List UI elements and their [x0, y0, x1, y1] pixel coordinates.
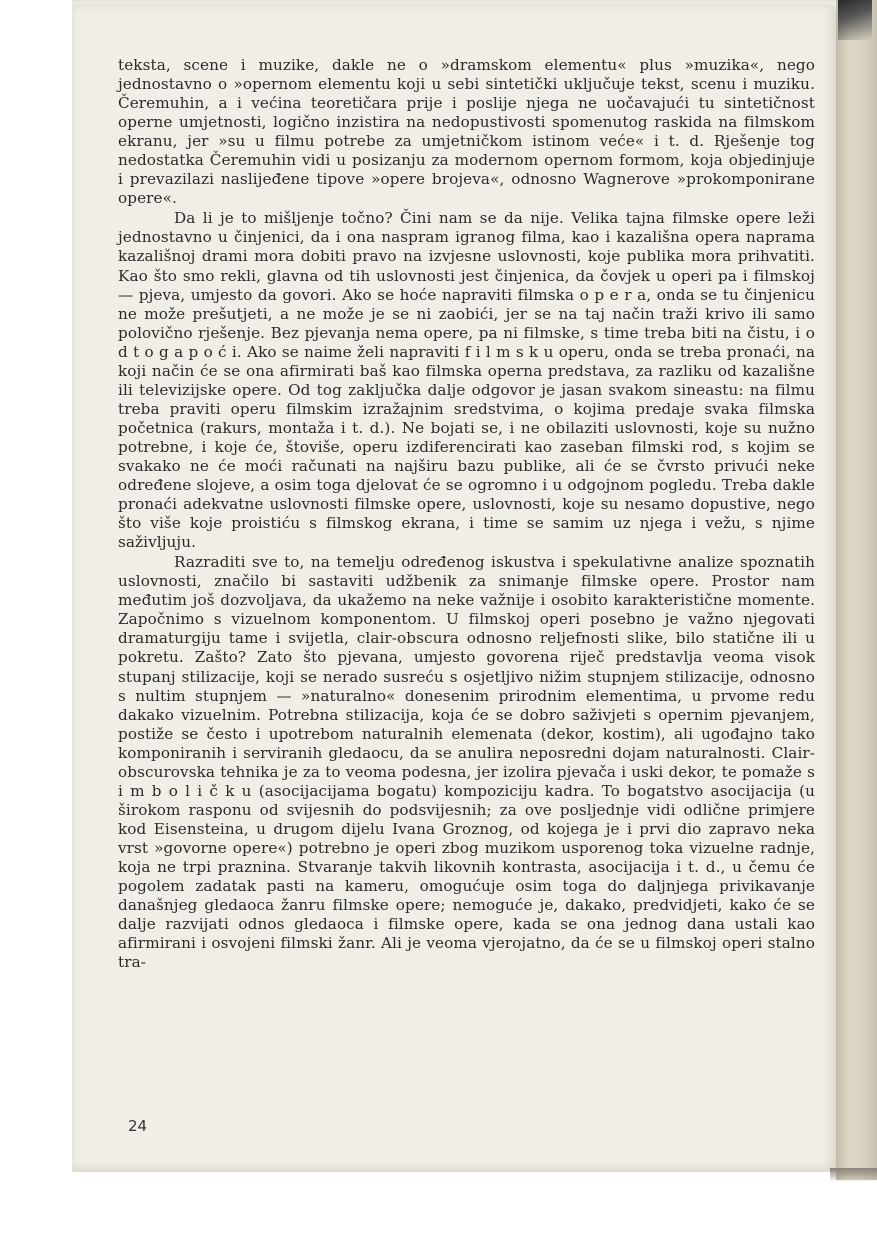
paragraph-1: teksta, scene i muzike, dakle ne o »dramskom elementu« plus »muzika«, nego jednostavno o »opernom elementu koji u sebi sintetički uključuje tekst, scenu i muziku. Čeremuhin, a i većina teoretičara prije i poslije njega ne uočavajući tu sintetičnost operne umjetnosti, logično inzistira na nedopustivosti spomenutog raskida na filmskom ekranu, jer »su u filmu potrebe za umjetničkom istinom veće« i t. d. Rješenje tog nedostatka Čeremuhin vidi u posizanju za modernom opernom formom, koja objedinjuje i prevazilazi naslijeđene tipove »opere brojeva«, odnosno Wagnerove »prokomponirane opere«. [118, 56, 815, 208]
page-top-shadow [72, 0, 836, 10]
paragraph-2: Da li je to mišljenje točno? Čini nam se da nije. Velika tajna filmske opere leži jednostavno u činjenici, da i ona naspram igranog filma, kao i kazališna opera naprama kazališnoj drami mora dobiti pravo na izvjesne uslovnosti, koje publika mora prihvatiti. Kao što smo rekli, glavna od tih uslovnosti jest činjenica, da čovjek u operi pa i filmskoj — pjeva, umjesto da govori. Ako se hoće napraviti filmska o p e r a, onda se tu činjenicu ne može prešutjeti, a ne može je se ni zaobići, jer se na taj način traži krivo ili samo polovično rješenje. Bez pjevanja nema opere, pa ni filmske, s time treba biti na čistu, i o d t o g a p o ć i. Ako se naime želi napraviti f i l m s k u operu, onda se treba pronaći, na koji način će se ona afirmirati baš kao filmska operna predstava, za razliku od kazališne ili televizijske opere. Od tog zaključka dalje odgovor je jasan svakom sineastu: na filmu treba praviti operu filmskim izražajnim sredstvima, o kojima predaje svaka filmska početnica (rakurs, montaža i t. d.). Ne bojati se, i ne obilaziti uslovnosti, koje su nužno potrebne, i koje će, štoviše, operu izdiferencirati kao zaseban filmski rod, s kojim se svakako ne će moći računati na najširu bazu publike, ali će se čvrsto privući neke određene slojeve, a osim toga djelovat će se ogromno i u odgojnom pogledu. Treba dakle pronaći adekvatne uslovnosti filmske opere, uslovnosti, koje su nesamo dopustive, nego što više koje proistiću s filmskog ekrana, i time se samim uz njega i vežu, s njime saživljuju. [118, 209, 815, 552]
paragraph-3: Razraditi sve to, na temelju određenog iskustva i spekulativne analize spoznatih uslovnosti, značilo bi sastaviti udžbenik za snimanje filmske opere. Prostor nam međutim još dozvoljava, da ukažemo na neke važnije i osobito karakteristične momente. Započnimo s vizuelnom komponentom. U filmskoj operi posebno je važno njegovati dramaturgiju tame i svijetla, clair-obscura odnosno reljefnosti slike, bilo statične ili u pokretu. Zašto? Zato što pjevana, umjesto govorena riječ predstavlja veoma visok stupanj stilizacije, koji se nerado susreću s osjetljivo nižim stupnjem stilizacije, odnosno s nultim stupnjem — »naturalno« donesenim prirodnim elementima, u prvome redu dakako vizuelnim. Potrebna stilizacija, koja će se dobro saživjeti s opernim pjevanjem, postiže se često i upotrebom naturalnih elemenata (dekor, kostim), ali ugođajno tako komponiranih i serviranih gledaocu, da se anulira neposredni dojam naturalnosti. Clair-obscurovska tehnika je za to veoma podesna, jer izolira pjevača i uski dekor, te pomaže s i m b o l i č k u (asocijacijama bogatu) kompoziciju kadra. To bogatstvo asocijacija (u širokom rasponu od svijesnih do podsvijesnih; za ove posljednje vidi odlične primjere kod Eisensteina, u drugom dijelu Ivana Groznog, od kojega je i prvi dio zapravo neka vrst »govorne opere«) potrebno je operi zbog muzikom usporenog toka vizuelne radnje, koja ne trpi praznina. Stvaranje takvih likovnih kontrasta, asocijacija i t. d., u čemu će pogolem zadatak pasti na kameru, omogućuje osim toga do daljnjega privikavanje današnjeg gledaoca žanru filmske opere; nemoguće je, dakako, predvidjeti, kako će se dalje razvijati odnos gledaoca i filmske opere, kada se ona jednog dana ustali kao afirmirani i osvojeni filmski žanr. Ali je veoma vjerojatno, da će se u filmskoj operi stalno tra- [118, 553, 815, 972]
body-text [118, 56, 815, 972]
binding-bottom-shadow [830, 1168, 877, 1182]
book-binding-edge [836, 0, 877, 1180]
page-number: 24 [128, 1117, 148, 1135]
binding-dark-corner [838, 0, 872, 40]
